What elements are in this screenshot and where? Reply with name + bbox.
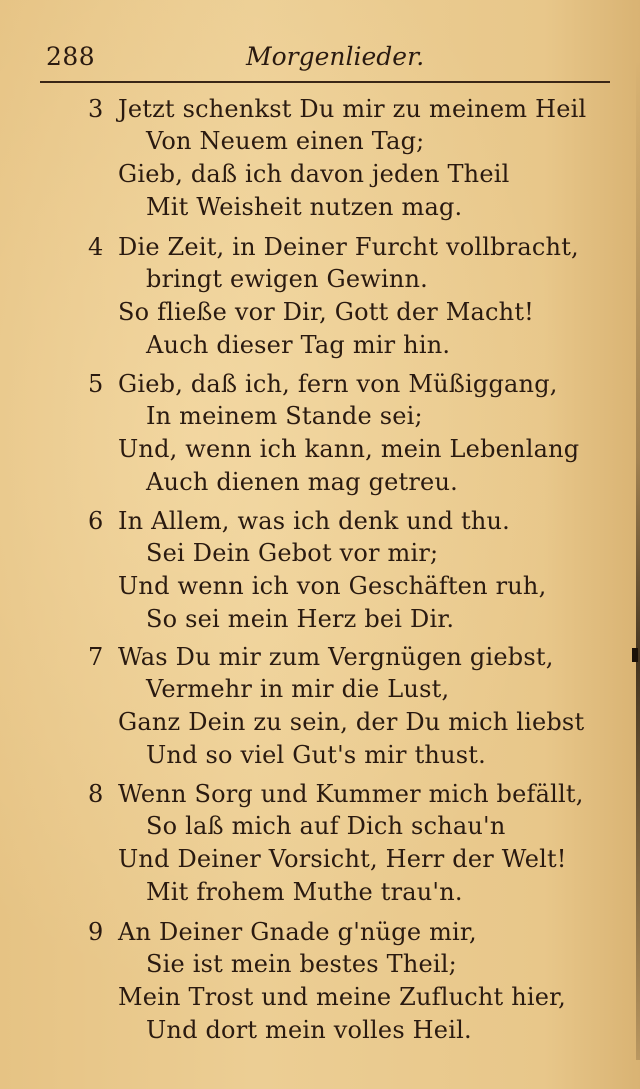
verse-line: Wenn Sorg und Kummer mich befällt, xyxy=(118,780,584,808)
verse-line: In meinem Stande sei; xyxy=(146,402,423,430)
verse-line: Sie ist mein bestes Theil; xyxy=(146,950,457,978)
verse-number: 8 xyxy=(88,780,104,808)
verse-line: Die Zeit, in Deiner Furcht vollbracht, xyxy=(118,233,579,261)
verse-line: Und dort mein volles Heil. xyxy=(146,1016,472,1044)
verse-line: Auch dienen mag getreu. xyxy=(146,468,458,496)
page-number: 288 xyxy=(46,42,96,71)
verse-line: Und so viel Gut's mir thust. xyxy=(146,741,486,769)
verse-line: So sei mein Herz bei Dir. xyxy=(146,605,455,633)
verse-number: 5 xyxy=(88,370,104,398)
page-edge-mark xyxy=(632,648,638,662)
verse-line: Gieb, daß ich davon jeden Theil xyxy=(118,160,510,188)
verse-line: Sei Dein Gebot vor mir; xyxy=(146,539,439,567)
page-header xyxy=(0,38,640,78)
verse-number: 9 xyxy=(88,918,104,946)
verse-number: 6 xyxy=(88,507,104,535)
verse-line: In Allem, was ich denk und thu. xyxy=(118,507,510,535)
verse-line: Auch dieser Tag mir hin. xyxy=(146,331,451,359)
page-edge-shadow xyxy=(636,60,640,1060)
verse-line: Was Du mir zum Vergnügen giebst, xyxy=(118,643,554,671)
verse-line: Mit frohem Muthe trau'n. xyxy=(146,878,463,906)
verse-line: Vermehr in mir die Lust, xyxy=(146,675,450,703)
verse-line: Und wenn ich von Geschäften ruh, xyxy=(118,572,547,600)
verse-line: So laß mich auf Dich schau'n xyxy=(146,812,506,840)
verse-line: Gieb, daß ich, fern von Müßiggang, xyxy=(118,370,558,398)
verse-line: Von Neuem einen Tag; xyxy=(146,127,425,155)
verse-line: So fließe vor Dir, Gott der Macht! xyxy=(118,298,535,326)
verse-line: An Deiner Gnade g'nüge mir, xyxy=(118,918,477,946)
header-rule xyxy=(40,81,610,83)
verse-line: Und, wenn ich kann, mein Lebenlang xyxy=(118,435,580,463)
verse-line: Und Deiner Vorsicht, Herr der Welt! xyxy=(118,845,567,873)
verse-line: Jetzt schenkst Du mir zu meinem Heil xyxy=(118,95,587,123)
verse-number: 3 xyxy=(88,95,104,123)
verse-number: 4 xyxy=(88,233,104,261)
running-title: Morgenlieder. xyxy=(246,42,425,71)
verse-line: Ganz Dein zu sein, der Du mich liebst xyxy=(118,708,585,736)
verse-number: 7 xyxy=(88,643,104,671)
verse-line: bringt ewigen Gewinn. xyxy=(146,265,429,293)
verse-line: Mein Trost und meine Zuflucht hier, xyxy=(118,983,567,1011)
verse-line: Mit Weisheit nutzen mag. xyxy=(146,193,463,221)
